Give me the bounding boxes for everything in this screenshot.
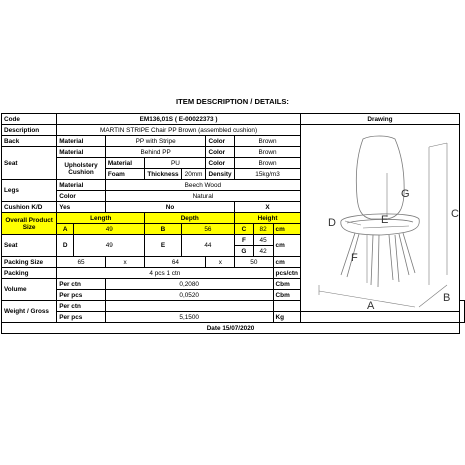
value-code: EM136,01S ( E-00022373 ) bbox=[57, 114, 301, 125]
drawing-cell bbox=[300, 125, 459, 312]
seat-material-label: Material bbox=[57, 147, 106, 158]
seat-g-value: 42 bbox=[253, 246, 273, 257]
drawing-label-b: B bbox=[442, 292, 451, 304]
weight-ctn-value bbox=[105, 301, 273, 312]
back-material: PP with Stripe bbox=[105, 136, 206, 147]
seat-material: Behind PP bbox=[105, 147, 206, 158]
seat-e-label: E bbox=[145, 235, 181, 257]
drawing-label-d: D bbox=[327, 217, 336, 229]
label-volume: Volume bbox=[2, 279, 57, 301]
overall-b-label: B bbox=[145, 224, 181, 235]
up-color: Brown bbox=[235, 158, 301, 169]
drawing-header: Drawing bbox=[300, 114, 459, 125]
thickness: 20mm bbox=[181, 169, 206, 180]
label-weight: Weight / Gross bbox=[2, 301, 57, 323]
back-color: Brown bbox=[235, 136, 301, 147]
seat-d-label: D bbox=[57, 235, 74, 257]
overall-a-value: 49 bbox=[74, 224, 145, 235]
packing-size-unit: cm bbox=[273, 257, 300, 268]
up-material: PU bbox=[145, 158, 206, 169]
label-seat: Seat bbox=[2, 147, 57, 180]
drawing-label-c: C bbox=[450, 208, 459, 220]
row-code bbox=[2, 114, 465, 125]
packing-unit: pcs/ctn bbox=[273, 268, 300, 279]
volume-pcs-unit: Cbm bbox=[273, 290, 300, 301]
weight-per-pcs: Per pcs bbox=[57, 312, 106, 323]
packing-x1: x bbox=[105, 257, 145, 268]
label-legs: Legs bbox=[2, 180, 57, 202]
label-overall: Overall Product Size bbox=[2, 213, 57, 235]
label-description: Description bbox=[2, 125, 57, 136]
legs-material-label: Material bbox=[57, 180, 106, 191]
drawing-label-f: F bbox=[350, 252, 358, 264]
weight-per-ctn: Per ctn bbox=[57, 301, 106, 312]
volume-per-ctn: Per ctn bbox=[57, 279, 106, 290]
label-back: Back bbox=[2, 136, 57, 147]
label-seat-size: Seat bbox=[2, 235, 57, 257]
packing-height: 50 bbox=[235, 257, 273, 268]
legs-material: Beech Wood bbox=[105, 180, 300, 191]
overall-depth-header: Depth bbox=[145, 213, 235, 224]
volume-per-pcs: Per pcs bbox=[57, 290, 106, 301]
cushion-no: No bbox=[105, 202, 234, 213]
overall-c-label: C bbox=[235, 224, 254, 235]
weight-pcs-unit: Kg bbox=[273, 312, 300, 323]
volume-ctn-unit: Cbm bbox=[273, 279, 300, 290]
overall-length-header: Length bbox=[57, 213, 145, 224]
spec-table bbox=[1, 113, 465, 334]
volume-ctn-value: 0,2080 bbox=[105, 279, 273, 290]
overall-unit: cm bbox=[273, 224, 300, 235]
volume-pcs-value: 0,0520 bbox=[105, 290, 273, 301]
label-packing: Packing bbox=[2, 268, 57, 279]
seat-color: Brown bbox=[235, 147, 301, 158]
seat-e-value: 44 bbox=[181, 235, 235, 257]
label-packing-size: Packing Size bbox=[2, 257, 57, 268]
document-date: Date 15/07/2020 bbox=[2, 323, 460, 334]
row-weight-pcs bbox=[2, 312, 465, 323]
overall-a-label: A bbox=[57, 224, 74, 235]
density-label: Density bbox=[206, 169, 235, 180]
packing-width: 64 bbox=[145, 257, 206, 268]
weight-pcs-value: 5,1500 bbox=[105, 312, 273, 323]
seat-color-label: Color bbox=[206, 147, 235, 158]
overall-c-value: 82 bbox=[253, 224, 273, 235]
overall-b-value: 56 bbox=[181, 224, 235, 235]
cushion-mark: X bbox=[235, 202, 301, 213]
drawing-blank bbox=[460, 301, 465, 323]
seat-g-label: G bbox=[235, 246, 254, 257]
chair-drawing bbox=[301, 125, 459, 311]
row-date bbox=[2, 323, 465, 334]
page-title: ITEM DESCRIPTION / DETAILS: bbox=[176, 97, 289, 106]
row-description bbox=[2, 125, 465, 136]
weight-ctn-unit bbox=[273, 301, 300, 312]
drawing-label-g: G bbox=[400, 188, 410, 200]
up-material-label: Material bbox=[105, 158, 145, 169]
label-cushion: Cushion K/D bbox=[2, 202, 57, 213]
overall-height-header: Height bbox=[235, 213, 301, 224]
seat-f-label: F bbox=[235, 235, 254, 246]
upholstery-label: Upholstery Cushion bbox=[57, 158, 106, 180]
packing-length: 65 bbox=[57, 257, 106, 268]
label-code: Code bbox=[2, 114, 57, 125]
value-description: MARTIN STRIPE Chair PP Brown (assembled cushion) bbox=[57, 125, 301, 136]
cushion-yes: Yes bbox=[57, 202, 106, 213]
legs-color: Natural bbox=[105, 191, 300, 202]
seat-size-unit: cm bbox=[273, 235, 300, 257]
packing-x2: x bbox=[206, 257, 235, 268]
packing-value: 4 pcs 1 ctn bbox=[57, 268, 273, 279]
foam-label: Foam bbox=[105, 169, 145, 180]
back-material-label: Material bbox=[57, 136, 106, 147]
thickness-label: Thickness bbox=[145, 169, 181, 180]
seat-f-value: 45 bbox=[253, 235, 273, 246]
back-color-label: Color bbox=[206, 136, 235, 147]
legs-color-label: Color bbox=[57, 191, 106, 202]
density: 15kg/m3 bbox=[235, 169, 301, 180]
drawing-label-e: E bbox=[380, 214, 389, 226]
up-color-label: Color bbox=[206, 158, 235, 169]
seat-d-value: 49 bbox=[74, 235, 145, 257]
drawing-label-a: A bbox=[366, 300, 375, 311]
